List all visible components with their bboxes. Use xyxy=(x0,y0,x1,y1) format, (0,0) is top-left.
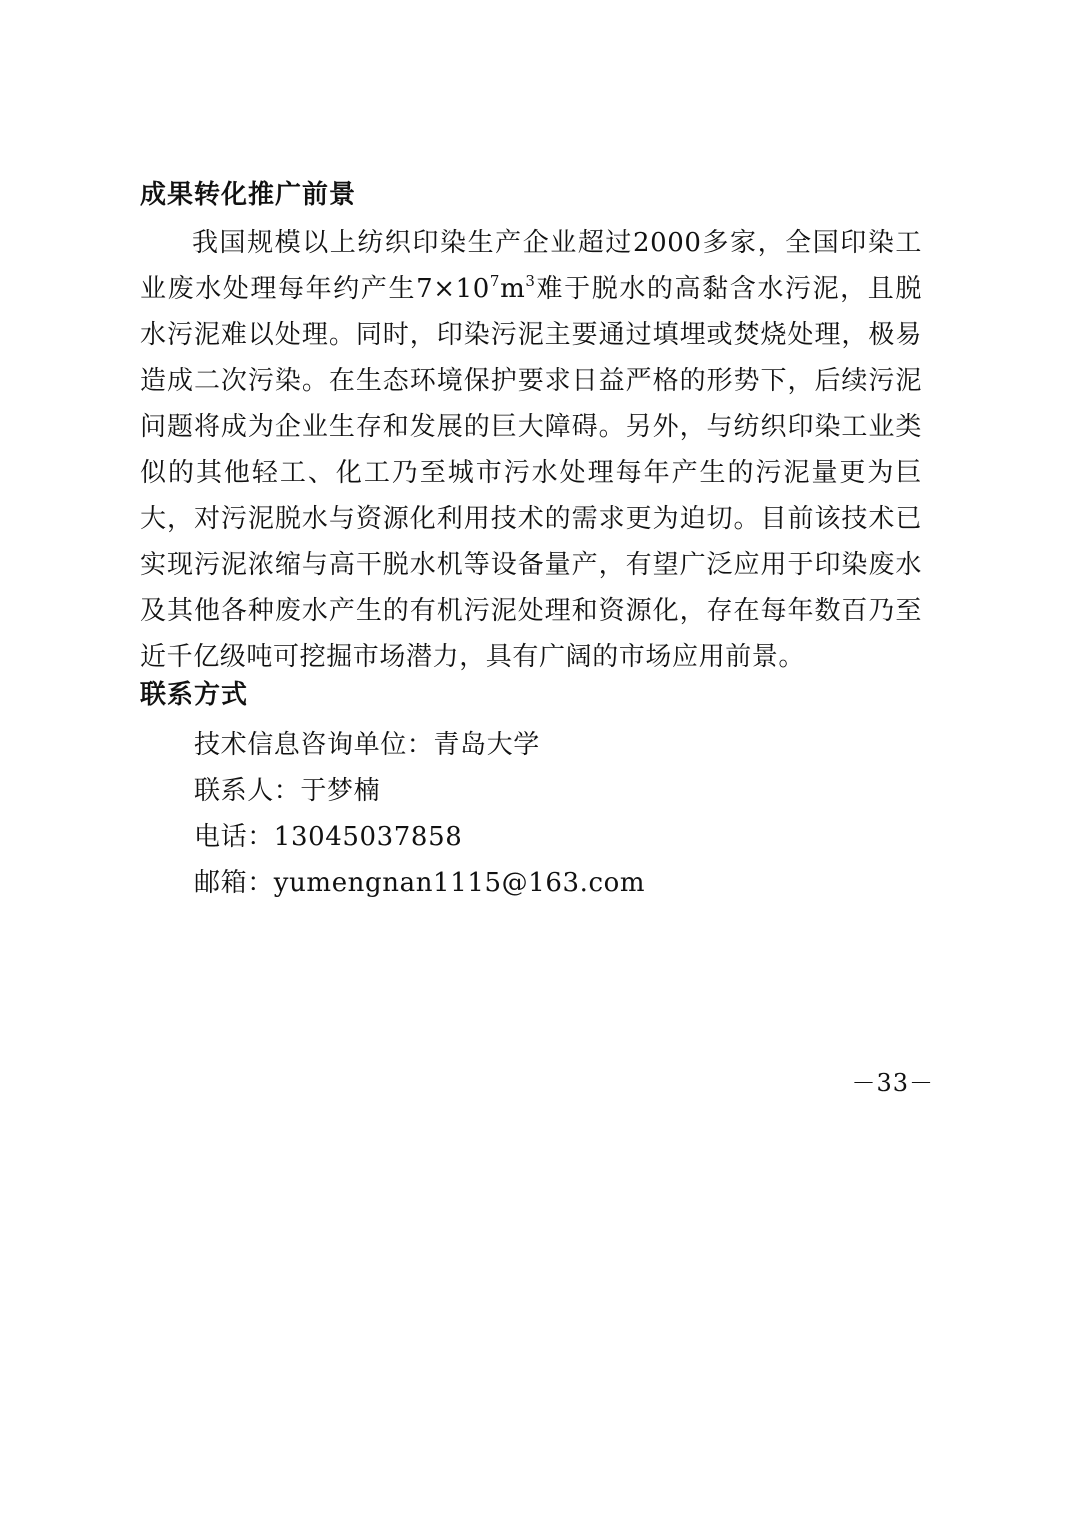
contact-organization: 技术信息咨询单位：青岛大学 xyxy=(194,730,540,760)
superscript-exponent-7: 7 xyxy=(489,272,501,290)
document-page xyxy=(140,0,922,1528)
paragraph-text-part1: 我国规模以上纺织印染生产企业超过2000多家，全国印染工业废水处理每年约产生7×10 xyxy=(140,228,922,304)
section-heading-prospects: 成果转化推广前景 xyxy=(140,180,357,210)
body-paragraph xyxy=(140,220,922,680)
section-heading-contact: 联系方式 xyxy=(140,680,249,710)
paragraph-text-unit: m xyxy=(500,274,526,304)
contact-list xyxy=(194,722,645,906)
contact-person: 联系人：于梦楠 xyxy=(194,776,381,806)
paragraph-text-part3: 难于脱水的高黏含水污泥，且脱水污泥难以处理。同时，印染污泥主要通过填埋或焚烧处理，极易造成二次污染。在生态环境保护要求日益严格的形势下，后续污泥问题将成为企业生存和发展的巨大障碍。另外，与纺织印染工业类似的其他轻工、化工乃至城市污水处理每年产生的污泥量更为巨大，对污泥脱水与资源化利用技术的需求更为迫切。目前该技术已实现污泥浓缩与高干脱水机等设备量产，有望广泛应用于印染废水及其他各种废水产生的有机污泥处理和资源化，存在每年数百乃至近千亿级吨可挖掘市场潜力，具有广阔的市场应用前景。 xyxy=(140,274,923,672)
contact-phone: 电话：13045037858 xyxy=(194,822,463,852)
superscript-exponent-3: 3 xyxy=(525,272,536,290)
page-number: －33－ xyxy=(851,1069,934,1097)
contact-email: 邮箱：yumengnan1115@163.com xyxy=(194,868,646,898)
